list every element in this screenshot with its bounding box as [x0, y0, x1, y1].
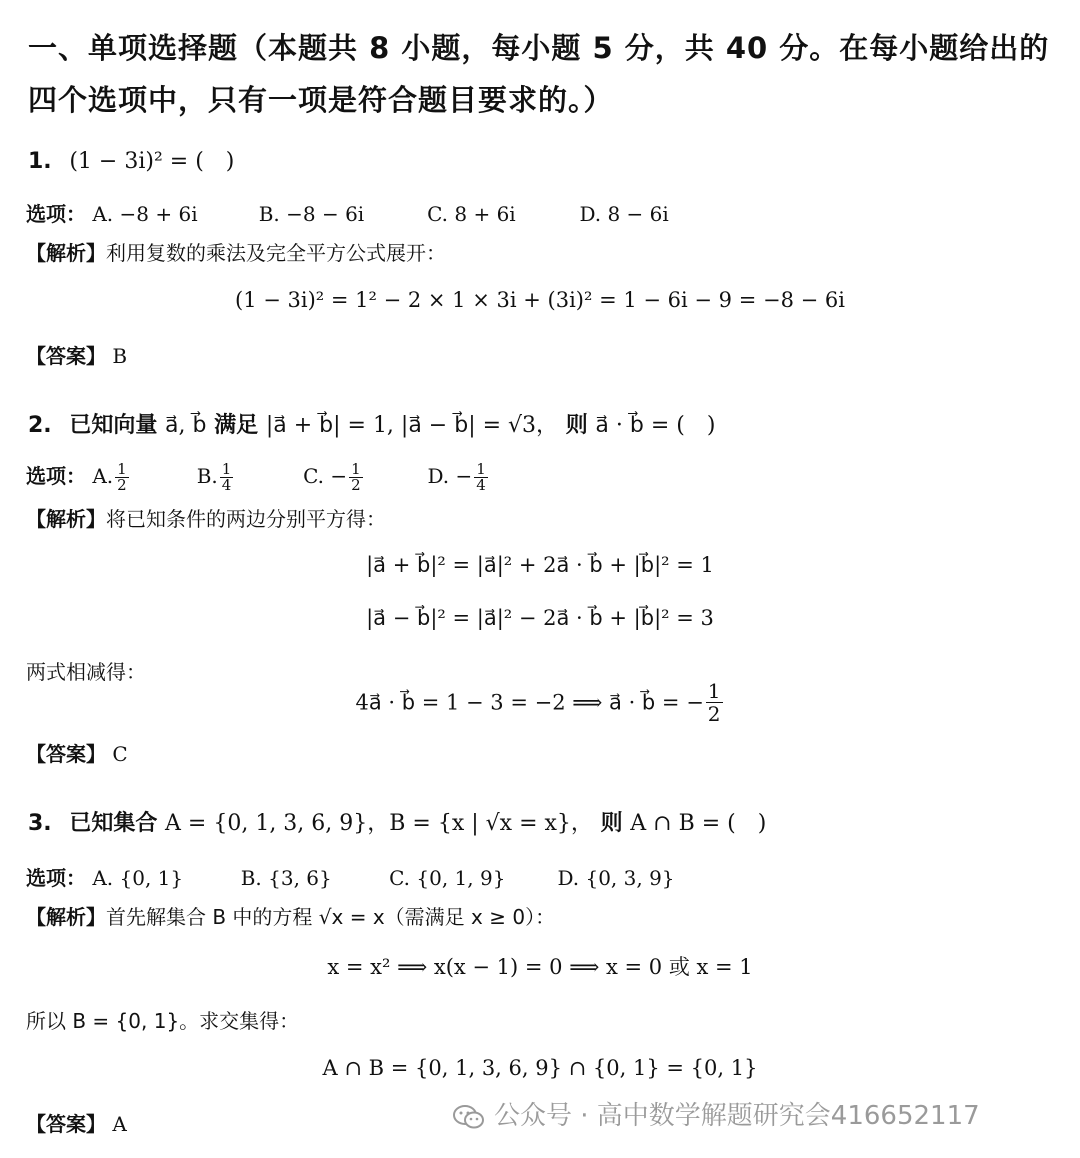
- result-row: [26, 1005, 299, 1034]
- option-letter: D. −: [427, 464, 473, 488]
- option-a: A. {0, 1}: [92, 866, 184, 890]
- formula-2c: [0, 680, 1080, 725]
- option-letter: A.: [92, 464, 114, 488]
- option-letter: B.: [196, 464, 218, 488]
- question-number: 2.: [28, 413, 52, 438]
- formula-2a: |a⃗ + b⃗|² = |a⃗|² + 2a⃗ · b⃗ + |b⃗|² = 1: [366, 553, 714, 577]
- fraction: [706, 680, 723, 725]
- stem-math: A = {0, 1, 3, 6, 9}，B = {x | √x = x}，: [165, 811, 593, 836]
- result-text: 所以 B = {0, 1}。求交集得：: [26, 1009, 300, 1033]
- question-2: [28, 408, 715, 439]
- option-c: C. 8 + 6i: [427, 202, 516, 226]
- denominator: 4: [221, 476, 232, 494]
- option-letter: C. −: [303, 464, 348, 488]
- analysis-text: 利用复数的乘法及完全平方公式展开：: [106, 241, 446, 265]
- answer-label: 【答案】: [26, 1112, 106, 1136]
- option-d: [427, 462, 489, 493]
- fraction: [474, 462, 488, 493]
- formula-2b: |a⃗ − b⃗|² = |a⃗|² − 2a⃗ · b⃗ + |b⃗|² = 3: [366, 606, 714, 630]
- options-label: 选项：: [26, 202, 86, 226]
- analysis-row-3: [26, 901, 555, 930]
- option-a: A. −8 + 6i: [92, 202, 198, 226]
- answer-value: B: [112, 344, 128, 368]
- option-c: [303, 462, 421, 493]
- numerator: 1: [117, 460, 127, 478]
- answer-row-2: [26, 738, 128, 767]
- fraction: [220, 462, 234, 493]
- option-d: D. 8 − 6i: [579, 202, 669, 226]
- stem-text: 已知向量: [69, 413, 158, 438]
- analysis-row-1: [26, 237, 446, 266]
- subtract-text: 两式相减得：: [26, 660, 146, 684]
- numerator: 1: [476, 460, 486, 478]
- formula-text: 4a⃗ · b⃗ = 1 − 3 = −2 ⟹ a⃗ · b⃗ = −: [355, 690, 704, 715]
- denominator: 2: [117, 476, 127, 494]
- formula-3b: A ∩ B = {0, 1, 3, 6, 9} ∩ {0, 1} = {0, 1}: [322, 1056, 758, 1080]
- answer-value: A: [112, 1112, 127, 1136]
- section-title: 一、单项选择题（本题共 8 小题，每小题 5 分，共 40 分。在每小题给出的四个选项中，只有一项是符合题目要求的。）: [28, 31, 1050, 117]
- stem-math: a⃗, b⃗: [165, 413, 207, 438]
- question-3: [28, 806, 766, 837]
- answer-value: C: [112, 742, 128, 766]
- formula-3a: x = x² ⟹ x(x − 1) = 0 ⟹ x = 0 或 x = 1: [327, 955, 753, 979]
- stem-math: |a⃗ + b⃗| = 1, |a⃗ − b⃗| = √3，: [265, 413, 559, 438]
- analysis-text: 将已知条件的两边分别平方得：: [106, 507, 386, 531]
- question-stem: (1 − 3i)² = ( ): [69, 149, 235, 174]
- question-number: 3.: [28, 811, 52, 836]
- denominator: 2: [351, 476, 361, 494]
- options-row-2: [26, 460, 490, 493]
- option-a: [92, 462, 190, 493]
- answer-label: 【答案】: [26, 344, 106, 368]
- option-b: B. {3, 6}: [240, 866, 332, 890]
- question-number: 1.: [28, 149, 52, 174]
- answer-row-1: [26, 340, 127, 369]
- numerator: 1: [707, 679, 721, 703]
- analysis-label: 【解析】: [26, 905, 106, 929]
- numerator: 1: [221, 460, 232, 478]
- fraction: [115, 462, 129, 493]
- options-row-3: [26, 862, 675, 891]
- analysis-row-2: [26, 503, 386, 532]
- watermark: [452, 1095, 980, 1132]
- question-1: [28, 144, 234, 175]
- stem-text: 则: [565, 413, 588, 438]
- option-b: B. −8 − 6i: [258, 202, 365, 226]
- stem-text: 满足: [214, 413, 259, 438]
- options-label: 选项：: [26, 464, 86, 488]
- answer-row-3: [26, 1108, 127, 1137]
- stem-math: a⃗ · b⃗ = ( ): [595, 413, 716, 438]
- formula-1: (1 − 3i)² = 1² − 2 × 1 × 3i + (3i)² = 1 − 6i − 9 = −8 − 6i: [235, 288, 845, 312]
- options-row-1: [26, 198, 669, 227]
- numerator: 1: [351, 460, 361, 478]
- wechat-icon: [452, 1104, 486, 1130]
- stem-text: 则: [600, 811, 623, 836]
- stem-math: A ∩ B = ( ): [630, 811, 767, 836]
- options-label: 选项：: [26, 866, 86, 890]
- fraction: [349, 462, 363, 493]
- analysis-label: 【解析】: [26, 241, 106, 265]
- option-c: C. {0, 1, 9}: [389, 866, 506, 890]
- option-d: D. {0, 3, 9}: [557, 866, 675, 890]
- denominator: 4: [476, 476, 486, 494]
- option-b: [197, 462, 297, 493]
- stem-text: 已知集合: [69, 811, 158, 836]
- analysis-text: 首先解集合 B 中的方程 √x = x（需满足 x ≥ 0）：: [106, 905, 556, 929]
- analysis-label: 【解析】: [26, 507, 106, 531]
- answer-label: 【答案】: [26, 742, 106, 766]
- watermark-text: 公众号 · 高中数学解题研究会416652117: [494, 1101, 980, 1131]
- denominator: 2: [707, 702, 721, 726]
